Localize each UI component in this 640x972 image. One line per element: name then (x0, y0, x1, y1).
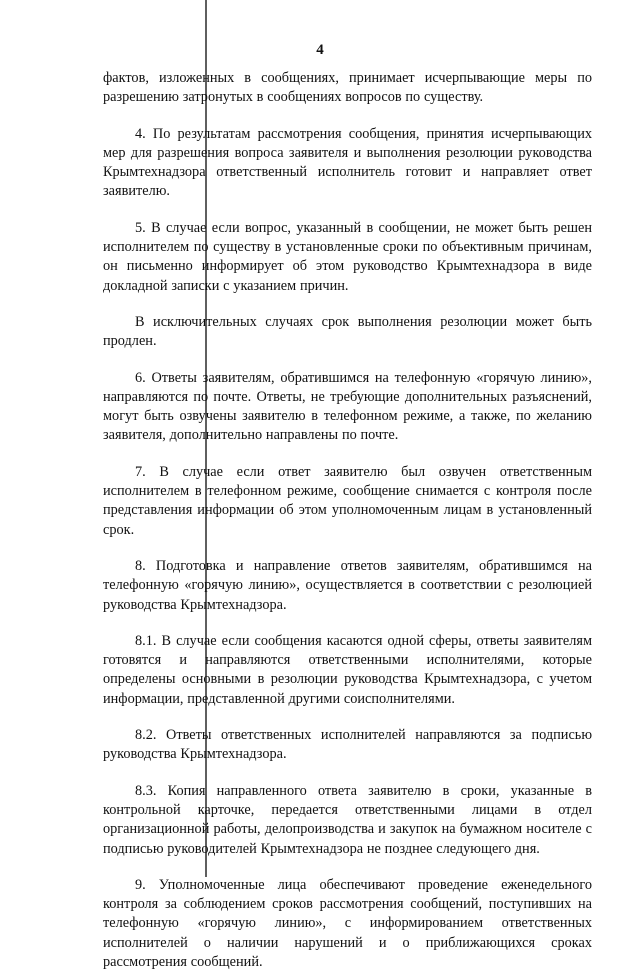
paragraph-item-5: 5. В случае если вопрос, указанный в сообщении, не может быть решен исполнителем по существу в установленные сроки по объективным причинам, он письменно информирует об этом руководство Крымтехнадзора в виде докладной записки с указанием причин. (103, 219, 592, 294)
paragraph-item-8-3: 8.3. Копия направленного ответа заявителю в сроки, указанные в контрольной карточке, передается ответственными лицами в отдел организационной работы, делопроизводства и закупок на бумажном носителе с подписью руководителей Крымтехнадзора не позднее следующего дня. (103, 782, 592, 857)
page-number: 4 (316, 42, 324, 58)
paragraph-item-8: 8. Подготовка и направление ответов заявителям, обратившимся на телефонную «горячую линию», осуществляется в соответствии с резолюцией руководства Крымтехнадзора. (103, 557, 592, 613)
paragraph-item-4: 4. По результатам рассмотрения сообщения, принятия исчерпывающих мер для разрешения вопроса заявителя и выполнения резолюции руководства Крымтехнадзора ответственный исполнитель готовит и направляет ответ заявителю. (103, 125, 592, 200)
paragraph-item-7: 7. В случае если ответ заявителю был озвучен ответственным исполнителем в телефонном режиме, сообщение снимается с контроля после представления информации об этом уполномоченным лицам в установленный срок. (103, 463, 592, 538)
document-body (103, 69, 592, 972)
paragraph-item-6: 6. Ответы заявителям, обратившимся на телефонную «горячую линию», направляются по почте. Ответы, не требующие дополнительных разъяснений, могут быть озвучены заявителю в телефонном режиме, а также, по желанию заявителя, дополнительно направлены по почте. (103, 369, 592, 444)
paragraph-exceptional-cases: В исключительных случаях срок выполнения резолюции может быть продлен. (103, 313, 592, 350)
paragraph-item-9: 9. Уполномоченные лица обеспечивают проведение еженедельного контроля за соблюдением сроков рассмотрения сообщений, поступивших на телефонную «горячую линию», с информированием ответственных исполнителей о наличии нарушений и о приближающихся сроках рассмотрения сообщений. (103, 876, 592, 970)
paragraph-continuation: фактов, изложенных в сообщениях, принимает исчерпывающие меры по разрешению затронутых в сообщениях вопросов по существу. (103, 70, 592, 106)
paragraph-item-8-2: 8.2. Ответы ответственных исполнителей направляются за подписью руководства Крымтехнадзора. (103, 727, 592, 763)
paragraph-item-8-1: 8.1. В случае если сообщения касаются одной сферы, ответы заявителям готовятся и направляются ответственными исполнителями, которые определены основными в резолюции руководства Крымтехнадзора, с учетом информации, представленной другими соисполнителями. (103, 632, 592, 707)
